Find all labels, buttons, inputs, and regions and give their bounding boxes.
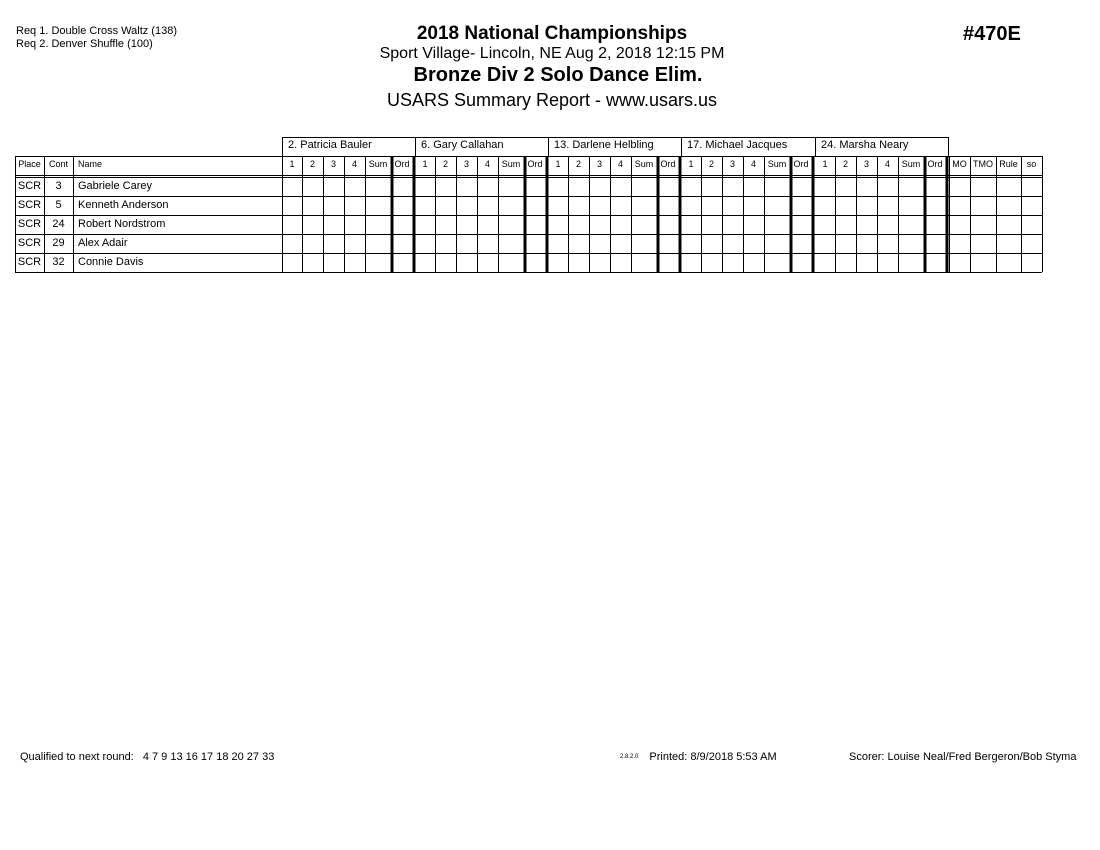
- score-cell: [524, 177, 546, 196]
- score-cell: [657, 253, 679, 272]
- column-header-5: Ord: [660, 159, 676, 169]
- score-cell: [435, 215, 456, 234]
- score-cell: [631, 196, 657, 215]
- score-cell: [456, 253, 477, 272]
- software-version: 2.8.2.0: [620, 754, 639, 760]
- score-cell: [548, 253, 568, 272]
- score-cell: [323, 215, 344, 234]
- score-cell: [477, 177, 498, 196]
- score-cell: [898, 234, 924, 253]
- score-cell: [415, 177, 435, 196]
- requirement-1: Req 1. Double Cross Waltz (138): [16, 25, 177, 37]
- column-header-4: Sum: [901, 159, 921, 169]
- score-cell: [344, 215, 365, 234]
- score-cell: [815, 253, 835, 272]
- judge-name: 13. Darlene Helbling: [554, 139, 654, 151]
- score-cell: [722, 196, 743, 215]
- column-header-0: 1: [822, 159, 828, 169]
- score-cell: [764, 253, 790, 272]
- score-cell: [835, 215, 856, 234]
- score-cell: [764, 234, 790, 253]
- score-cell: [877, 196, 898, 215]
- score-cell: [524, 196, 546, 215]
- score-cell: [764, 177, 790, 196]
- score-cell: [815, 215, 835, 234]
- score-cell: [790, 196, 812, 215]
- column-header-2: 3: [729, 159, 735, 169]
- report-name: USARS Summary Report - www.usars.us: [386, 90, 718, 110]
- score-cell: [589, 253, 610, 272]
- column-header-4: Sum: [634, 159, 654, 169]
- score-cell: [701, 215, 722, 234]
- score-cell: [835, 177, 856, 196]
- score-cell: [435, 253, 456, 272]
- score-cell: [681, 253, 701, 272]
- score-cell: [631, 253, 657, 272]
- score-cell: [365, 196, 391, 215]
- column-header-0: 1: [422, 159, 428, 169]
- score-cell: [365, 177, 391, 196]
- place-cell: SCR: [17, 199, 42, 211]
- score-cell: [302, 177, 323, 196]
- judge-name: 24. Marsha Neary: [821, 139, 909, 151]
- page-title: 2018 National Championships: [416, 23, 688, 44]
- qualified-note: [20, 750, 274, 764]
- score-cell: [477, 234, 498, 253]
- score-cell: [610, 177, 631, 196]
- column-header-4: Sum: [767, 159, 787, 169]
- column-header-4: Sum: [368, 159, 388, 169]
- score-cell: [323, 196, 344, 215]
- event-name: Bronze Div 2 Solo Dance Elim.: [413, 64, 703, 86]
- score-cell: [498, 196, 524, 215]
- column-header-5: Ord: [394, 159, 410, 169]
- skater-name-cell: Connie Davis: [78, 256, 144, 268]
- score-cell: [657, 177, 679, 196]
- column-header-3: 4: [884, 159, 890, 169]
- score-cell: [877, 215, 898, 234]
- score-cell: [898, 253, 924, 272]
- score-cell: [548, 215, 568, 234]
- score-cell: [282, 253, 302, 272]
- requirement-2: Req 2. Denver Shuffle (100): [16, 38, 153, 50]
- column-header-place: Place: [18, 159, 41, 169]
- score-cell: [722, 234, 743, 253]
- judge-name: 17. Michael Jacques: [687, 139, 788, 151]
- score-cell: [435, 234, 456, 253]
- score-cell: [790, 177, 812, 196]
- score-cell: [631, 215, 657, 234]
- score-cell: [701, 196, 722, 215]
- score-cell: [610, 253, 631, 272]
- score-cell: [764, 196, 790, 215]
- score-cell: [498, 177, 524, 196]
- place-cell: SCR: [17, 256, 42, 268]
- column-header-1: 2: [708, 159, 714, 169]
- score-cell: [524, 215, 546, 234]
- score-cell: [568, 196, 589, 215]
- score-cell: [282, 196, 302, 215]
- scorer-names: Scorer: Louise Neal/Fred Bergeron/Bob Styma: [849, 751, 1077, 763]
- score-cell: [302, 234, 323, 253]
- skater-name-cell: Kenneth Anderson: [78, 199, 169, 211]
- score-cell: [365, 253, 391, 272]
- column-header-extra: MO: [952, 159, 967, 169]
- qualified-list: 4 7 9 13 16 17 18 20 27 33: [142, 751, 275, 763]
- score-cell: [456, 215, 477, 234]
- score-cell: [701, 234, 722, 253]
- score-cell: [548, 234, 568, 253]
- score-cell: [856, 253, 877, 272]
- score-cell: [815, 196, 835, 215]
- column-header-1: 2: [842, 159, 848, 169]
- column-header-5: Ord: [793, 159, 809, 169]
- place-cell: SCR: [17, 218, 42, 230]
- column-header-4: Sum: [501, 159, 521, 169]
- score-cell: [568, 177, 589, 196]
- score-cell: [681, 177, 701, 196]
- score-cell: [877, 177, 898, 196]
- column-header-5: Ord: [927, 159, 943, 169]
- score-cell: [344, 196, 365, 215]
- column-header-2: 3: [863, 159, 869, 169]
- skater-name-cell: Gabriele Carey: [78, 180, 152, 192]
- score-cell: [743, 196, 764, 215]
- print-info: [620, 750, 777, 764]
- column-header-extra: so: [1026, 159, 1037, 169]
- scorer-info: [849, 750, 1076, 764]
- score-cell: [302, 215, 323, 234]
- score-cell: [790, 215, 812, 234]
- score-cell: [722, 253, 743, 272]
- score-cell: [877, 253, 898, 272]
- qualified-label: Qualified to next round:: [20, 751, 134, 763]
- score-cell: [302, 253, 323, 272]
- column-header-cont: Cont: [48, 159, 68, 169]
- score-cell: [681, 234, 701, 253]
- score-cell: [898, 177, 924, 196]
- score-cell: [391, 177, 413, 196]
- score-cell: [681, 215, 701, 234]
- score-cell: [610, 196, 631, 215]
- score-cell: [701, 253, 722, 272]
- score-cell: [924, 215, 946, 234]
- score-cell: [701, 177, 722, 196]
- event-location: Sport Village- Lincoln, NE Aug 2, 2018 12:15 PM: [379, 45, 725, 62]
- score-cell: [722, 177, 743, 196]
- score-cell: [924, 234, 946, 253]
- column-header-extra: TMO: [973, 159, 993, 169]
- score-cell: [657, 234, 679, 253]
- score-cell: [435, 177, 456, 196]
- score-cell: [323, 177, 344, 196]
- column-header-3: 4: [750, 159, 756, 169]
- score-cell: [456, 177, 477, 196]
- score-cell: [323, 253, 344, 272]
- score-cell: [391, 234, 413, 253]
- column-header-1: 2: [309, 159, 315, 169]
- score-cell: [524, 253, 546, 272]
- column-header-0: 1: [555, 159, 561, 169]
- score-cell: [435, 196, 456, 215]
- score-cell: [589, 215, 610, 234]
- column-header-2: 3: [596, 159, 602, 169]
- skater-name-cell: Alex Adair: [78, 237, 128, 249]
- score-cell: [302, 196, 323, 215]
- skater-name-cell: Robert Nordstrom: [78, 218, 166, 230]
- column-header-3: 4: [617, 159, 623, 169]
- score-cell: [415, 196, 435, 215]
- score-cell: [568, 253, 589, 272]
- score-cell: [391, 215, 413, 234]
- column-header-1: 2: [442, 159, 448, 169]
- score-cell: [477, 215, 498, 234]
- score-cell: [743, 215, 764, 234]
- score-cell: [835, 253, 856, 272]
- column-header-0: 1: [289, 159, 295, 169]
- score-cell: [764, 215, 790, 234]
- score-cell: [456, 234, 477, 253]
- score-cell: [391, 196, 413, 215]
- column-header-name: Name: [78, 159, 103, 169]
- score-cell: [415, 234, 435, 253]
- column-header-extra: Rule: [999, 159, 1018, 169]
- score-cell: [589, 196, 610, 215]
- column-header-2: 3: [330, 159, 336, 169]
- column-header-2: 3: [463, 159, 469, 169]
- score-cell: [856, 196, 877, 215]
- score-cell: [790, 234, 812, 253]
- score-cell: [282, 215, 302, 234]
- score-cell: [589, 234, 610, 253]
- score-cell: [365, 215, 391, 234]
- score-cell: [743, 177, 764, 196]
- score-cell: [657, 196, 679, 215]
- score-cell: [924, 196, 946, 215]
- score-cell: [924, 177, 946, 196]
- contestant-number-cell: 3: [55, 180, 62, 192]
- score-cell: [498, 234, 524, 253]
- score-cell: [877, 234, 898, 253]
- score-cell: [589, 177, 610, 196]
- score-cell: [835, 196, 856, 215]
- score-cell: [743, 234, 764, 253]
- score-cell: [631, 234, 657, 253]
- score-cell: [548, 177, 568, 196]
- score-cell: [477, 196, 498, 215]
- score-cell: [365, 234, 391, 253]
- score-cell: [568, 215, 589, 234]
- score-cell: [456, 196, 477, 215]
- score-cell: [498, 253, 524, 272]
- judge-name: 2. Patricia Bauler: [288, 139, 372, 151]
- score-cell: [610, 215, 631, 234]
- score-cell: [498, 215, 524, 234]
- event-number: #470E: [963, 23, 1021, 45]
- score-cell: [415, 215, 435, 234]
- score-cell: [790, 253, 812, 272]
- score-cell: [548, 196, 568, 215]
- score-cell: [391, 253, 413, 272]
- score-cell: [722, 215, 743, 234]
- column-header-3: 4: [351, 159, 357, 169]
- score-cell: [815, 177, 835, 196]
- score-cell: [924, 253, 946, 272]
- place-cell: SCR: [17, 237, 42, 249]
- score-cell: [898, 196, 924, 215]
- score-cell: [524, 234, 546, 253]
- score-cell: [898, 215, 924, 234]
- column-header-0: 1: [688, 159, 694, 169]
- score-cell: [815, 234, 835, 253]
- score-cell: [344, 234, 365, 253]
- score-cell: [835, 234, 856, 253]
- score-cell: [856, 234, 877, 253]
- judge-name: 6. Gary Callahan: [421, 139, 504, 151]
- score-cell: [856, 215, 877, 234]
- contestant-number-cell: 24: [52, 218, 65, 230]
- column-header-1: 2: [575, 159, 581, 169]
- score-cell: [856, 177, 877, 196]
- score-cell: [323, 234, 344, 253]
- score-cell: [282, 177, 302, 196]
- contestant-number-cell: 29: [52, 237, 65, 249]
- score-cell: [568, 234, 589, 253]
- score-cell: [477, 253, 498, 272]
- score-cell: [344, 177, 365, 196]
- contestant-number-cell: 5: [55, 199, 62, 211]
- score-cell: [610, 234, 631, 253]
- score-cell: [743, 253, 764, 272]
- column-header-3: 4: [484, 159, 490, 169]
- score-cell: [681, 196, 701, 215]
- score-cell: [344, 253, 365, 272]
- place-cell: SCR: [17, 180, 42, 192]
- score-cell: [631, 177, 657, 196]
- column-header-5: Ord: [527, 159, 543, 169]
- printed-date: Printed: 8/9/2018 5:53 AM: [649, 751, 777, 763]
- score-cell: [657, 215, 679, 234]
- score-cell: [282, 234, 302, 253]
- contestant-number-cell: 32: [52, 256, 65, 268]
- score-cell: [415, 253, 435, 272]
